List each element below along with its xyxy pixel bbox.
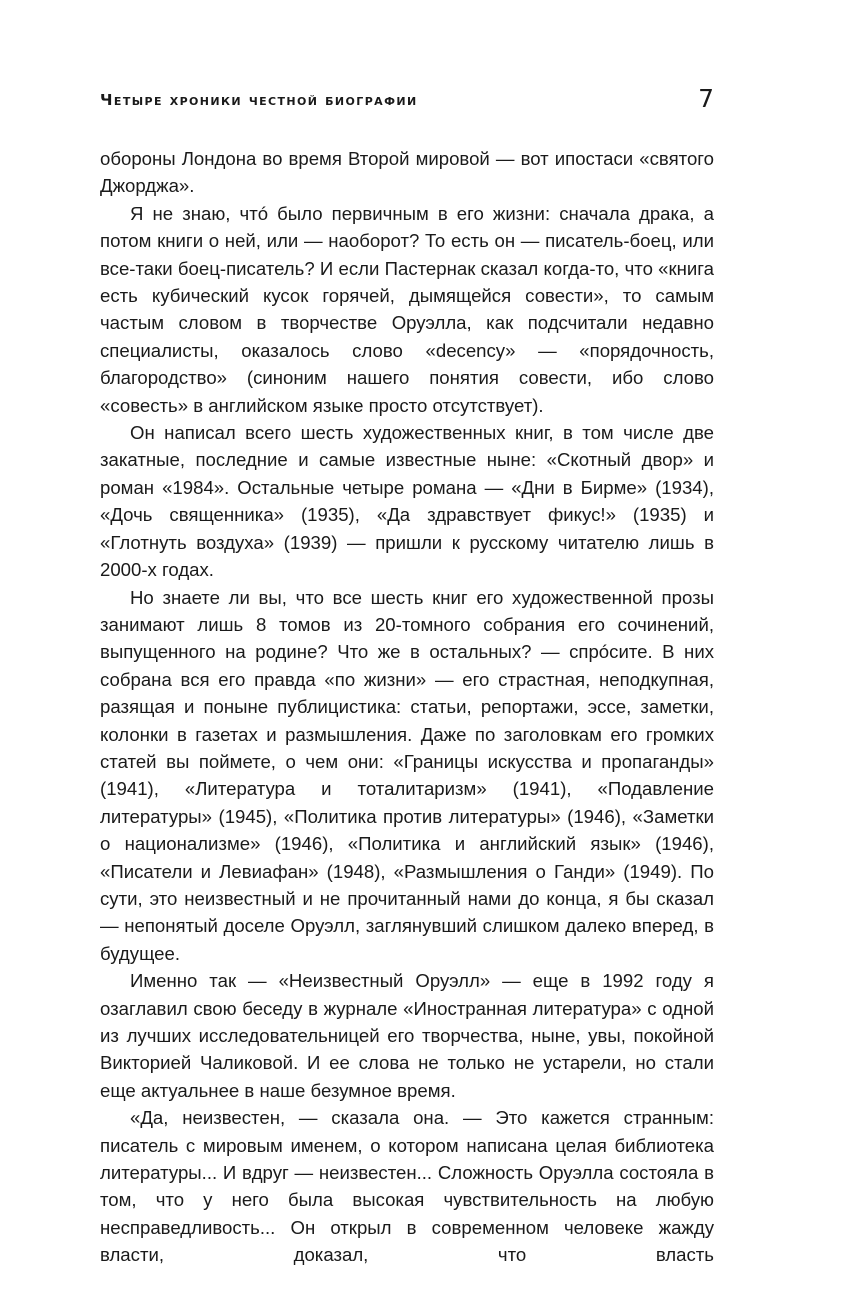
paragraph-4: Но знаете ли вы, что все шесть книг его художественной прозы занимают лишь 8 томов из 20-томного собрания его сочинений, выпущенного на родине? Что же в остальных? — спрóсите. В них собрана вся его правда «по жизни» — его страстная, неподкупная, разящая и поныне публицистика: статьи, репортажи, эссе, заметки, колонки в газетах и размышления. Даже по заголовкам его громких статей вы поймете, о чем они: «Границы искусства и пропаганды» (1941), «Литература и тоталитаризм» (1941), «Подавление литературы» (1945), «Политика против литературы» (1946), «Заметки о национализме» (1946), «Политика и английский язык» (1946), «Писатели и Левиафан» (1948), «Размышления о Ганди» (1949). По сути, это неизвестный и не прочитанный нами до конца, я бы сказал — непонятый доселе Оруэлл, заглянувший слишком далеко вперед, в будущее.: [100, 586, 714, 964]
paragraph-3: Он написал всего шесть художественных книг, в том числе две закатные, последние и самые известные ныне: «Скотный двор» и роман «1984». Остальные четыре романа — «Дни в Бирме» (1934), «Дочь священника» (1935), «Да здравствует фикус!» (1935) и «Глотнуть воздуха» (1939) — пришли к русскому читателю лишь в 2000-х годах.: [100, 422, 714, 581]
running-title: Четыре хроники честной биографии: [100, 91, 418, 109]
page-number: 7: [698, 84, 714, 113]
paragraph-5: Именно так — «Неизвестный Оруэлл» — еще в 1992 году я озаглавил свою беседу в журнале «Иностранная литература» с одной из лучших исследовательницей его творчества, ныне, увы, покойной Викторией Чаликовой. И ее слова не только не устарели, но стали еще актуальнее в наше безумное время.: [100, 970, 714, 1101]
paragraph-6: «Да, неизвестен, — сказала она. — Это кажется странным: писатель с мировым именем, о котором написана целая библиотека литературы... И вдруг — неизвестен... Сложность Оруэлла состояла в том, что у него была высокая чувствительность на любую несправедливость... Он открыл в современном человеке жажду власти, доказал, что власть: [100, 1107, 714, 1266]
paragraph-2: Я не знаю, чтó было первичным в его жизни: сначала драка, а потом книги о ней, или — наоборот? То есть он — писатель-боец, или все-таки боец-писатель? И если Пастернак сказал когда-то, что «книга есть кубический кусок горячей, дымящейся совести», то самым частым словом в творчестве Оруэлла, как подсчитали недавно специалисты, оказалось слово «decency» — «порядочность, благородство» (синоним нашего понятия совести, ибо слово «совесть» в английском языке просто отсутствует).: [100, 202, 714, 416]
body-text: [100, 145, 714, 1269]
paragraph-1: обороны Лондона во время Второй мировой — вот ипостаси «святого Джорджа».: [100, 148, 714, 197]
